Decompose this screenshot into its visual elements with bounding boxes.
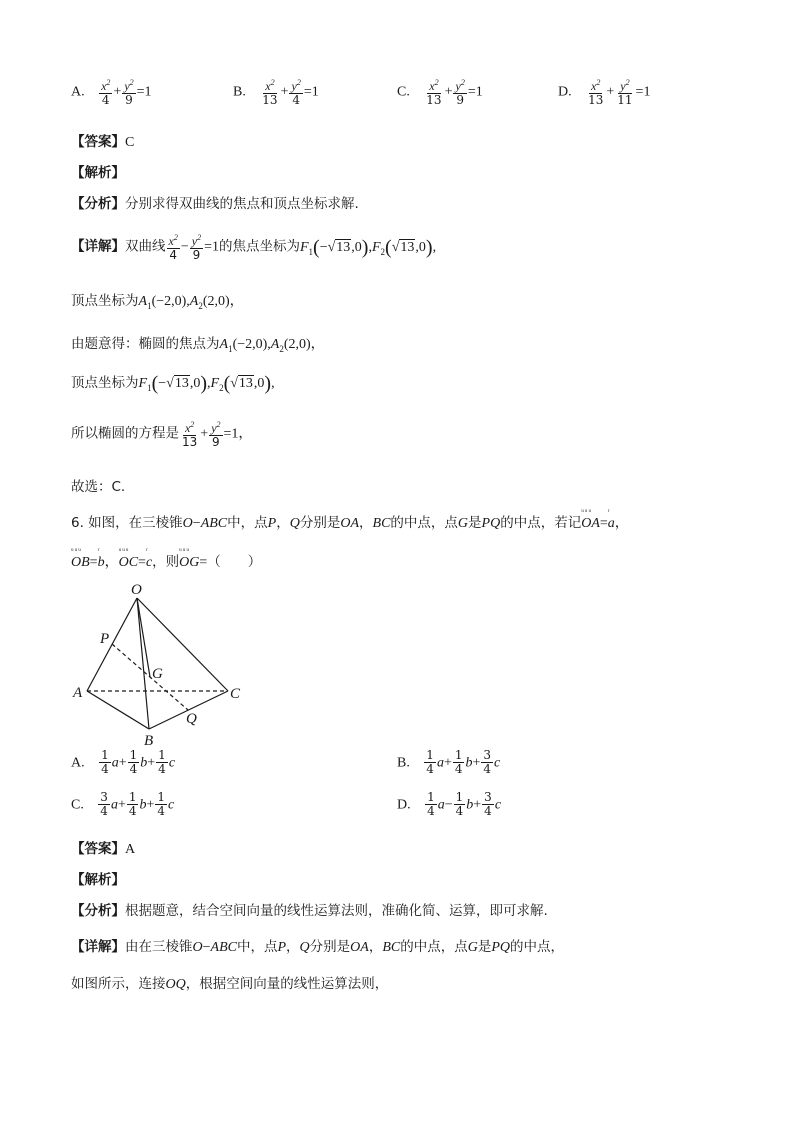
label-C: C — [230, 686, 241, 702]
q6-detail-line-1: 【详解】由在三棱锥O−ABC中，点P，Q分别是OA，BC的中点，点G是PQ的中点， — [71, 939, 565, 955]
q6-stem-line-2: ᵘᵘᵘ OB= ʳ b， ᵘᵘᵘ OC= ʳ c，则 ᵘᵘᵘ OG=（ ） — [71, 546, 262, 570]
q5-jiexi-heading: 【解析】 — [71, 165, 125, 181]
q5-answer-line: 【答案】C — [71, 134, 135, 150]
q6-option-a: A. $\frac{1}{4}$ a+ $\frac{1}{4}$ b+ $\frac{1}{4}$ c — [71, 748, 176, 776]
label-G: G — [152, 666, 163, 682]
q5-detail-line-1: 【详解】双曲线 $\frac{x^2}{4}$ − $\frac{y^2}{9}$ =1的焦点坐标为$F_1(-√13,0),F_2(√13,0)$, — [71, 233, 437, 262]
q5-options-row — [71, 76, 731, 112]
label-P: P — [100, 631, 110, 647]
q5-option-c: C. $\frac{x^2}{13}$ + $\frac{y^2}{9}$ =1 — [397, 78, 483, 107]
label-O: O — [131, 582, 142, 598]
q5-option-b: B. $\frac{x^2}{13}$ + $\frac{y^2}{4}$ =1 — [233, 78, 319, 107]
q5-detail-line-2: 顶点坐标为$A_1(-2,0),A_2(2,0)$， — [71, 293, 244, 311]
q5-option-a: A. $\frac{x^2}{4}$ + $\frac{y^2}{9}$ =1 — [71, 78, 152, 107]
label-Q: Q — [186, 711, 197, 727]
q5-detail-line-6: 故选：C. — [71, 479, 126, 495]
q5-fenxi-line: 【分析】分别求得双曲线的焦点和顶点坐标求解. — [71, 196, 359, 212]
q6-fenxi-line: 【分析】根据题意，结合空间向量的线性运算法则，准确化简、运算，即可求解. — [71, 903, 548, 919]
q6-jiexi-heading: 【解析】 — [71, 872, 125, 888]
label-B: B — [144, 733, 154, 748]
q6-stem-line-1: 6. 如图，在三棱锥O−ABC中，点P，Q分别是OA，BC的中点，点G是PQ的中点，若记 ᵘᵘᵘ OA= ʳ a， — [71, 507, 629, 531]
q6-answer-line: 【答案】A — [71, 841, 136, 857]
label-A: A — [73, 685, 83, 701]
q6-option-b: B. $\frac{1}{4}$ a+ $\frac{1}{4}$ b+ $\frac{3}{4}$ c — [397, 748, 501, 776]
q5-detail-line-5: 所以椭圆的方程是 $\frac{x^2}{13}$ + $\frac{y^2}{9}$ =1， — [71, 420, 253, 449]
q5-detail-line-4: 顶点坐标为$F_1(-√13,0),F_2(√13,0)$, — [71, 372, 275, 395]
q5-option-d: D. $\frac{x^2}{13}$ + $\frac{y^2}{11}$ =1 — [558, 78, 651, 107]
q5-detail-line-3: 由题意得：椭圆的焦点为$A_1(-2,0),A_2(2,0)$， — [71, 336, 325, 354]
q6-option-d: D. $\frac{1}{4}$ a− $\frac{1}{4}$ b+ $\frac{3}{4}$ c — [397, 790, 502, 818]
tetrahedron-figure — [70, 580, 255, 748]
edge-AB — [87, 691, 149, 729]
q6-option-c: C. $\frac{3}{4}$ a+ $\frac{1}{4}$ b+ $\frac{1}{4}$ c — [71, 790, 175, 818]
q6-detail-line-2: 如图所示，连接OQ，根据空间向量的线性运算法则， — [71, 976, 389, 992]
